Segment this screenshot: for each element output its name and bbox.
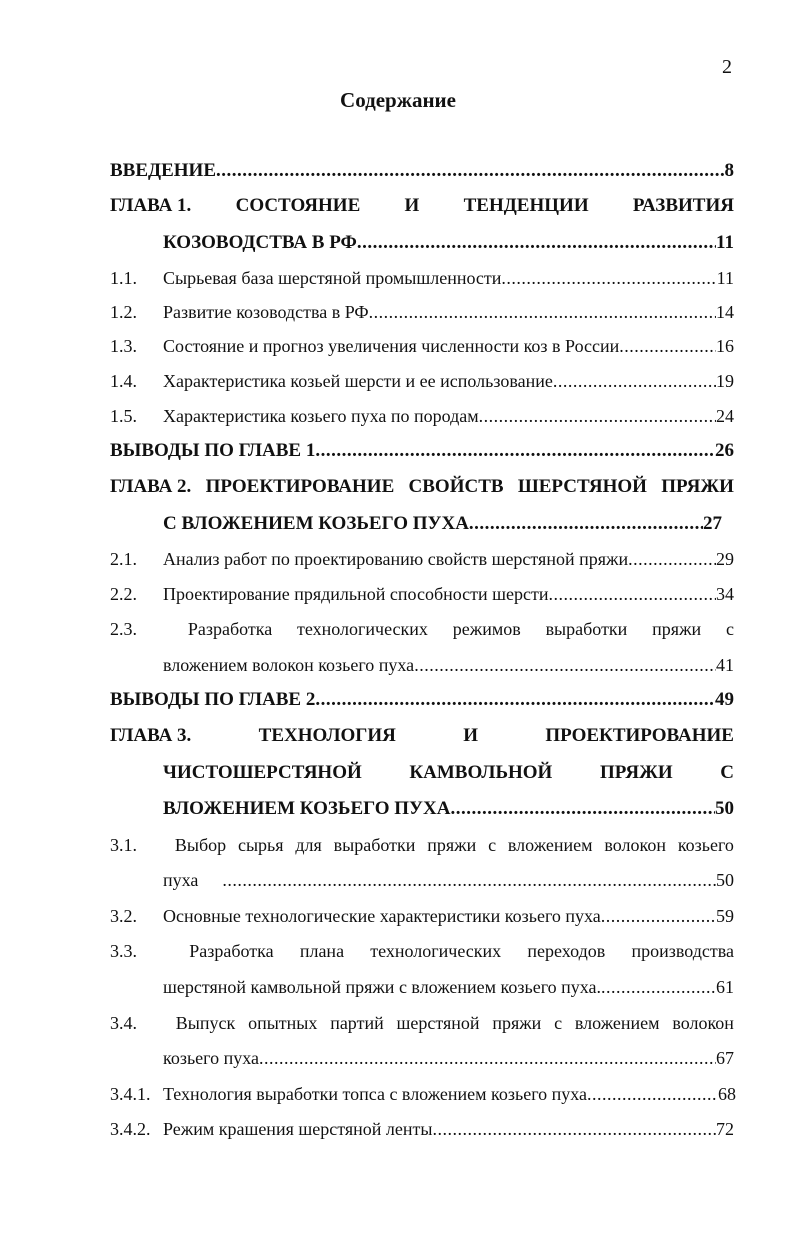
toc-word: козьего	[677, 835, 734, 855]
leader-dots	[549, 583, 716, 605]
toc-entry-page: 34	[716, 584, 734, 604]
toc-entry-number: 3.4.2.	[110, 1119, 151, 1139]
toc-entry-number: 1.4.	[110, 371, 137, 391]
page-title: Содержание	[340, 88, 456, 112]
toc-entry-conclusions-2	[110, 677, 734, 711]
toc-entry-1-5	[110, 393, 734, 427]
toc-entry-3-4-1	[110, 1071, 736, 1105]
toc-entry-2-3	[110, 606, 734, 640]
leader-dots	[216, 160, 725, 182]
toc-entry-number: 2.3.	[110, 619, 137, 639]
leader-dots	[469, 513, 703, 535]
toc-entry-title: Состояние и прогноз увеличения численности коз в России	[163, 336, 620, 356]
toc-entry-page: 29	[716, 549, 734, 569]
leader-dots	[619, 335, 716, 357]
toc-entry-number: 3.4.1.	[110, 1084, 151, 1104]
toc-word: ЧИСТОШЕРСТЯНОЙ	[163, 762, 362, 783]
leader-dots	[450, 798, 715, 820]
toc-entry-title: ВЫВОДЫ ПО ГЛАВЕ 2	[110, 689, 316, 710]
toc-entry-1-4	[110, 358, 734, 392]
leader-dots	[357, 232, 716, 254]
toc-word: плана	[299, 941, 345, 961]
toc-entry-number: 1.5.	[110, 406, 137, 426]
toc-entry-page: 11	[716, 268, 734, 288]
toc-entry-title: Технология выработки топса с вложением козьего пуха	[163, 1084, 588, 1104]
toc-word: Выпуск	[175, 1013, 236, 1033]
toc-entry-number: ГЛАВА 1.	[110, 195, 192, 216]
leader-dots	[601, 976, 716, 998]
leader-dots	[432, 1118, 716, 1140]
toc-entry-2-1	[110, 536, 734, 570]
toc-entry-conclusions-1	[110, 428, 734, 462]
leader-dots	[587, 1083, 718, 1105]
toc-entry-chapter-2	[110, 464, 734, 498]
toc-entry-title: шерстяной камвольной пряжи с вложением козьего пуха.	[163, 977, 602, 997]
toc-entry-3-3-cont	[163, 964, 734, 998]
toc-entry-3-4-cont	[163, 1035, 734, 1069]
toc-entry-3-4	[110, 1000, 734, 1034]
toc-word: СВОЙСТВ	[408, 476, 504, 497]
toc-word: выработки	[545, 619, 628, 639]
toc-word: ПРОЕКТИРОВАНИЕ	[205, 476, 395, 497]
toc-entry-page: 50	[715, 798, 734, 819]
leader-dots	[479, 405, 716, 427]
toc-entry-title: Сырьевая база шерстяной промышленности	[163, 268, 502, 288]
toc-entry-title: ВЫВОДЫ ПО ГЛАВЕ 1	[110, 440, 316, 461]
toc-word: пряжи	[652, 619, 702, 639]
toc-entry-page: 24	[716, 406, 734, 426]
toc-word: волокон	[672, 1013, 734, 1033]
toc-entry-number: ГЛАВА 2.	[110, 476, 192, 497]
toc-word: ШЕРСТЯНОЙ	[517, 476, 647, 497]
leader-dots	[601, 905, 716, 927]
toc-entry-number: 3.1.	[110, 835, 137, 855]
toc-word: волокон	[604, 835, 666, 855]
toc-word: ТЕНДЕНЦИИ	[463, 195, 589, 216]
toc-entry-title: ВВЕДЕНИЕ	[110, 160, 216, 181]
toc-entry-title: Характеристика козьей шерсти и ее использование	[163, 371, 553, 391]
toc-entry-title: Анализ работ по проектированию свойств шерстяной пряжи	[163, 549, 629, 569]
page-number: 2	[722, 56, 732, 78]
toc-word: технологических	[370, 941, 502, 961]
toc-entry-page: 49	[715, 689, 734, 710]
toc-entry-number: 3.2.	[110, 906, 137, 926]
toc-entry-page: 8	[724, 160, 734, 181]
leader-dots	[315, 440, 715, 462]
toc-entry-title: вложением волокон козьего пуха	[163, 655, 415, 675]
toc-word: Разработка	[189, 941, 274, 961]
toc-entry-number: 2.2.	[110, 584, 137, 604]
toc-word: ТЕХНОЛОГИЯ	[258, 725, 396, 746]
toc-entry-2-2	[110, 571, 734, 605]
toc-entry-3-1-cont	[163, 857, 734, 891]
toc-entry-chapter-3-line2	[163, 750, 734, 784]
toc-entry-1-3	[110, 323, 734, 357]
toc-entry-page: 19	[716, 371, 734, 391]
toc-word: технологических	[297, 619, 428, 639]
toc-entry-number: 1.2.	[110, 302, 137, 322]
toc-entry-title: Проектирование прядильной способности шерсти	[163, 584, 549, 604]
toc-word: с	[725, 619, 734, 639]
toc-entry-3-2	[110, 893, 734, 927]
toc-entry-introduction	[110, 148, 734, 182]
toc-entry-title: козьего пуха	[163, 1048, 259, 1068]
toc-word: Выбор	[174, 835, 227, 855]
toc-entry-page: 72	[716, 1119, 734, 1139]
toc-word: И	[463, 725, 478, 746]
toc-word: переходов	[527, 941, 606, 961]
toc-word: сырья	[237, 835, 284, 855]
toc-word: производства	[631, 941, 734, 961]
toc-word: режимов	[452, 619, 521, 639]
leader-dots	[315, 689, 715, 711]
toc-entry-title: С ВЛОЖЕНИЕМ КОЗЬЕГО ПУХА	[163, 513, 469, 534]
toc-entry-page: 59	[716, 906, 734, 926]
toc-entry-chapter-3	[110, 713, 734, 747]
toc-entry-number: 3.3.	[110, 941, 137, 961]
toc-word: для	[295, 835, 322, 855]
toc-entry-title: КОЗОВОДСТВА В РФ	[163, 232, 357, 253]
toc-entry-1-1	[110, 255, 734, 289]
toc-entry-chapter-3-cont	[163, 786, 734, 820]
toc-entry-3-3	[110, 928, 734, 962]
toc-entry-3-1	[110, 822, 734, 856]
toc-word: опытных	[248, 1013, 318, 1033]
toc-entry-page: 26	[715, 440, 734, 461]
toc-word: Разработка	[187, 619, 273, 639]
toc-entry-page: 61	[716, 977, 734, 997]
toc-word: КАМВОЛЬНОЙ	[409, 762, 553, 783]
toc-word: РАЗВИТИЯ	[632, 195, 734, 216]
toc-entry-title: Режим крашения шерстяной ленты	[163, 1119, 433, 1139]
toc-word: вложением	[574, 1013, 660, 1033]
toc-word: шерстяной	[396, 1013, 480, 1033]
leader-dots	[414, 654, 716, 676]
toc-entry-page: 68	[718, 1084, 736, 1104]
toc-entry-page: 67	[716, 1048, 734, 1068]
toc-entry-1-2	[110, 289, 734, 323]
toc-entry-number: 1.1.	[110, 268, 137, 288]
toc-word: ПРЯЖИ	[599, 762, 673, 783]
leader-dots	[259, 1047, 716, 1069]
toc-entry-chapter-1-cont	[163, 220, 734, 254]
toc-entry-page: 50	[716, 870, 734, 890]
toc-word: ПРЯЖИ	[661, 476, 734, 497]
toc-entry-number: ГЛАВА 3.	[110, 725, 192, 746]
toc-word: партий	[330, 1013, 384, 1033]
leader-dots	[553, 370, 716, 392]
toc-word: пряжи	[427, 835, 477, 855]
toc-entry-title: ВЛОЖЕНИЕМ КОЗЬЕГО ПУХА	[163, 798, 451, 819]
toc-word: И	[404, 195, 420, 216]
leader-dots	[628, 548, 716, 570]
leader-dots	[369, 301, 716, 323]
toc-entry-page: 11	[716, 232, 734, 253]
toc-word: пряжи	[492, 1013, 542, 1033]
toc-entry-2-3-cont	[163, 642, 734, 676]
toc-entry-number: 2.1.	[110, 549, 137, 569]
toc-entry-chapter-2-cont	[163, 501, 734, 535]
toc-entry-title: Характеристика козьего пуха по породам	[163, 406, 479, 426]
toc-word: С	[720, 762, 734, 783]
toc-word: выработки	[333, 835, 416, 855]
toc-entry-page: 41	[716, 655, 734, 675]
toc-entry-3-4-2	[110, 1106, 734, 1140]
toc-word: с	[554, 1013, 563, 1033]
toc-word: ПРОЕКТИРОВАНИЕ	[545, 725, 734, 746]
toc-entry-number: 3.4.	[110, 1013, 137, 1033]
toc-entry-number: 1.3.	[110, 336, 137, 356]
toc-entry-title: пуха	[163, 870, 199, 890]
toc-word: СОСТОЯНИЕ	[235, 195, 361, 216]
toc-entry-page: 14	[716, 302, 734, 322]
toc-word: с	[488, 835, 497, 855]
leader-dots	[501, 267, 716, 289]
toc-entry-title: Развитие козоводства в РФ	[163, 302, 369, 322]
toc-entry-page: 27	[703, 513, 722, 534]
toc-entry-chapter-1	[110, 183, 734, 217]
toc-entry-page: 16	[716, 336, 734, 356]
leader-dots	[222, 869, 716, 891]
toc-entry-title: Основные технологические характеристики козьего пуха	[163, 906, 601, 926]
toc-word: вложением	[507, 835, 593, 855]
